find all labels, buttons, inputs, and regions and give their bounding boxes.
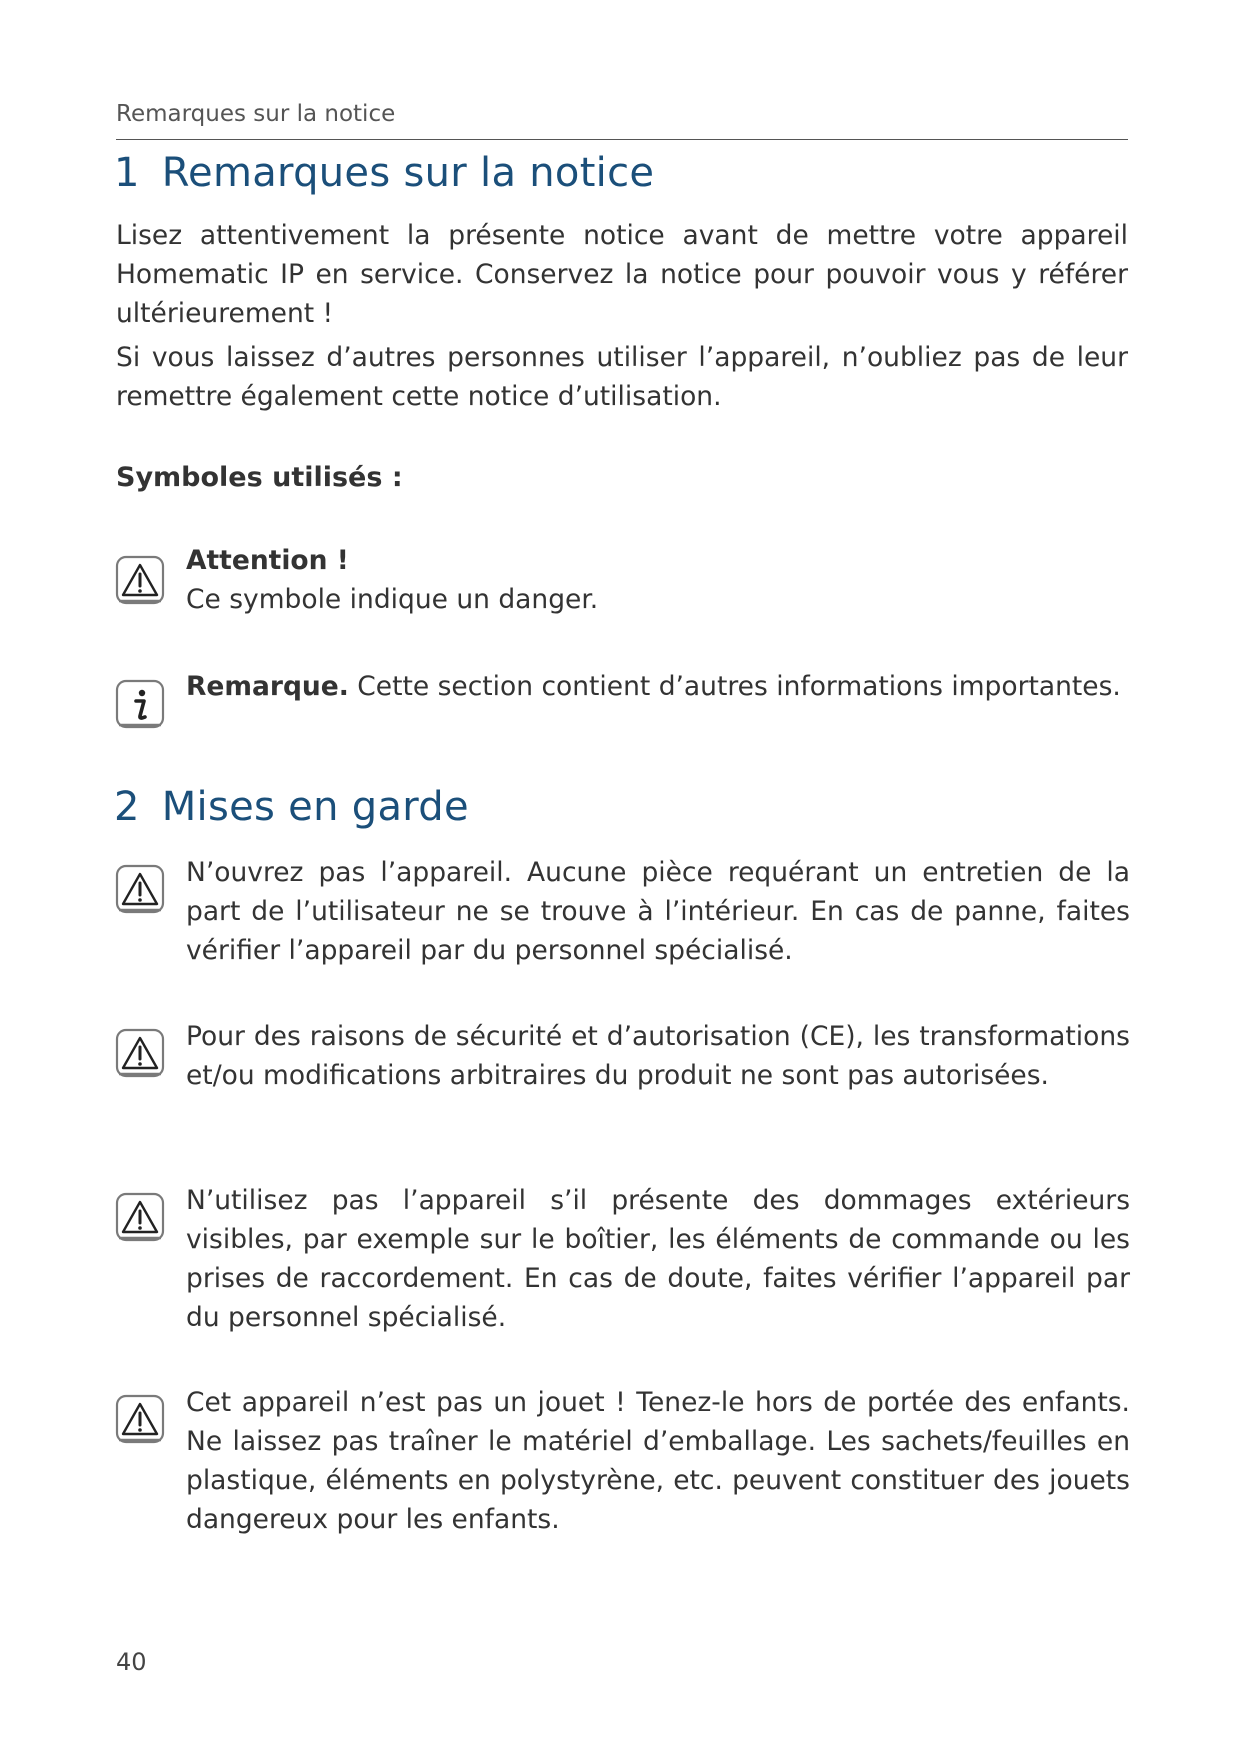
running-header: Remarques sur la notice [116, 101, 396, 127]
section-2-title: Mises en garde [161, 784, 469, 830]
section-2-number: 2 [114, 784, 140, 830]
section-1-heading [114, 150, 654, 196]
warning-no-modifications: Pour des raisons de sécurité et d’autorisation (CE), les transformations et/ou modifications arbitraires du produit ne sont pas autorisées. [186, 1021, 1130, 1091]
section-1-number: 1 [114, 150, 140, 196]
warning-icon [115, 1394, 167, 1446]
warning-do-not-open: N’ouvrez pas l’appareil. Aucune pièce requérant un entretien de la part de l’utilisateur ne se trouve à l’intérieur. En cas de panne, faites vérifier l’appareil par du personnel spécialisé. [186, 857, 1130, 966]
warning-icon [115, 864, 167, 916]
attention-label: Attention ! [186, 545, 349, 576]
warning-damaged-device: N’utilisez pas l’appareil s’il présente des dommages extérieurs visibles, par exemple sur le boîtier, les éléments de commande ou les prises de raccordement. En cas de doute, faites vérifier l’appareil par du personnel spécialisé. [186, 1185, 1130, 1333]
warning-icon [115, 1192, 167, 1244]
symbol-remarque [186, 667, 1130, 706]
remarque-label: Remarque. [186, 671, 349, 702]
section-1-title: Remarques sur la notice [161, 150, 655, 196]
page-number: 40 [116, 1648, 147, 1676]
symbols-title: Symboles utilisés : [116, 462, 403, 493]
remarque-description: Cette section contient d’autres informations importantes. [357, 671, 1121, 702]
section-2-heading [114, 784, 469, 830]
warning-icon [115, 1028, 167, 1080]
header-rule [116, 139, 1128, 140]
intro-paragraph: Lisez attentivement la présente notice avant de mettre votre appareil Homematic IP en service. Conservez la notice pour pouvoir vous y référer ultérieurement ! [116, 220, 1128, 329]
attention-description: Ce symbole indique un danger. [186, 584, 599, 615]
symbol-attention [186, 541, 1130, 619]
warning-icon [115, 555, 167, 607]
handover-paragraph: Si vous laissez d’autres personnes utiliser l’appareil, n’oubliez pas de leur remettre également cette notice d’utilisation. [116, 342, 1128, 412]
warning-not-a-toy: Cet appareil n’est pas un jouet ! Tenez-le hors de portée des enfants. Ne laissez pas traîner le matériel d’emballage. Les sachets/feuilles en plastique, éléments en polystyrène, etc. peuvent constituer des jouets dangereux pour les enfants. [186, 1387, 1130, 1535]
info-icon [115, 679, 167, 731]
